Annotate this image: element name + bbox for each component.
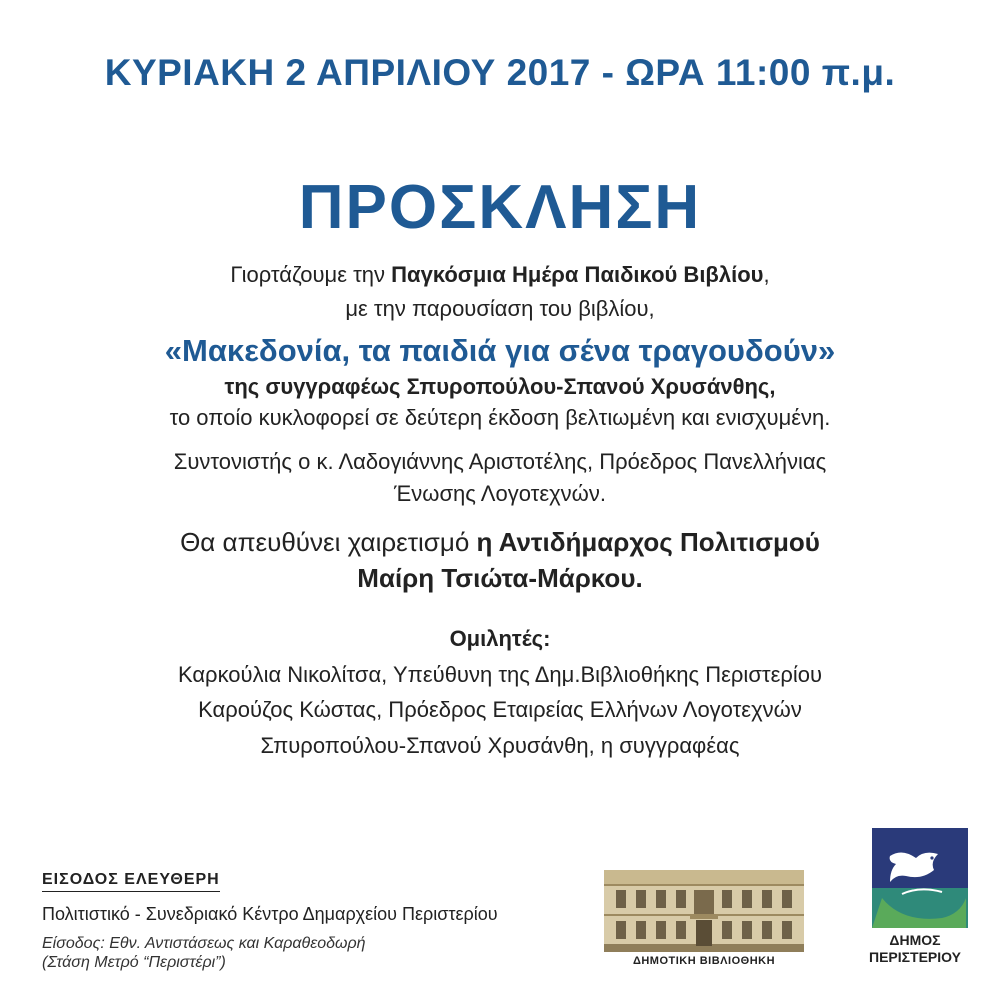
coordinator-line-2: Ένωσης Λογοτεχνών. (394, 481, 606, 506)
book-title: «Μακεδονία, τα παιδιά για σένα τραγουδούν» (164, 333, 836, 368)
entrance-line-1: Είσοδος: Εθν. Αντιστάσεως και Καραθεοδωρή (42, 935, 366, 952)
edition-line: το οποίο κυκλοφορεί σε δεύτερη έκδοση βελτιωμένη και ενισχυμένη. (169, 405, 831, 430)
municipality-line-2: ΠΕΡΙΣΤΕΡΙΟΥ (868, 949, 962, 965)
speaker-item: Καρκούλια Νικολίτσα, Υπεύθυνη της Δημ.Βιβλιοθήκης Περιστερίου (177, 662, 823, 687)
greeting-bold: η Αντιδήμαρχος Πολιτισμού (476, 527, 820, 557)
library-caption: ΔΗΜΟΤΙΚΗ ΒΙΒΛΙΟΘΗΚΗ (632, 955, 776, 967)
speaker-item: Καρούζος Κώστας, Πρόεδρος Εταιρείας Ελλήνων Λογοτεχνών (198, 697, 802, 722)
greeting-name: Μαίρη Τσιώτα-Μάρκου. (357, 563, 643, 593)
municipality-line-1: ΔΗΜΟΣ (889, 932, 941, 948)
intro-bold: Παγκόσμια Ημέρα Παιδικού Βιβλίου (391, 262, 764, 287)
library-building-icon (604, 870, 804, 952)
page-title: ΠΡΟΣΚΛΗΣΗ (298, 173, 702, 242)
free-entry-label: ΕΙΣΟΔΟΣ ΕΛΕΥΘΕΡΗ (42, 871, 220, 892)
event-date: ΚΥΡΙΑΚΗ 2 ΑΠΡΙΛΙΟΥ 2017 - ΩΡΑ 11:00 π.μ. (104, 52, 896, 93)
intro-line-1 (0, 262, 1000, 288)
author-line: της συγγραφέως Σπυροπούλου-Σπανού Χρυσάνθης, (224, 374, 776, 399)
dove-logo-icon (872, 828, 968, 928)
entrance-line-2: (Στάση Μετρό “Περιστέρι”) (42, 954, 226, 971)
coordinator-line-1: Συντονιστής ο κ. Λαδογιάννης Αριστοτέλης, Πρόεδρος Πανελλήνιας (173, 449, 827, 474)
venue-line: Πολιτιστικό - Συνεδριακό Κέντρο Δημαρχείου Περιστερίου (42, 904, 498, 924)
greeting-prefix: Θα απευθύνει χαιρετισμό (180, 527, 477, 557)
greeting-line (0, 527, 1000, 557)
intro-prefix: Γιορτάζουμε την (230, 262, 392, 287)
intro-line-2: με την παρουσίαση του βιβλίου, (345, 296, 655, 321)
speakers-heading: Ομιλητές: (449, 626, 551, 651)
intro-suffix: , (763, 262, 770, 287)
speaker-item: Σπυροπούλου-Σπανού Χρυσάνθη, η συγγραφέας (260, 733, 740, 758)
municipality-caption (852, 932, 978, 966)
